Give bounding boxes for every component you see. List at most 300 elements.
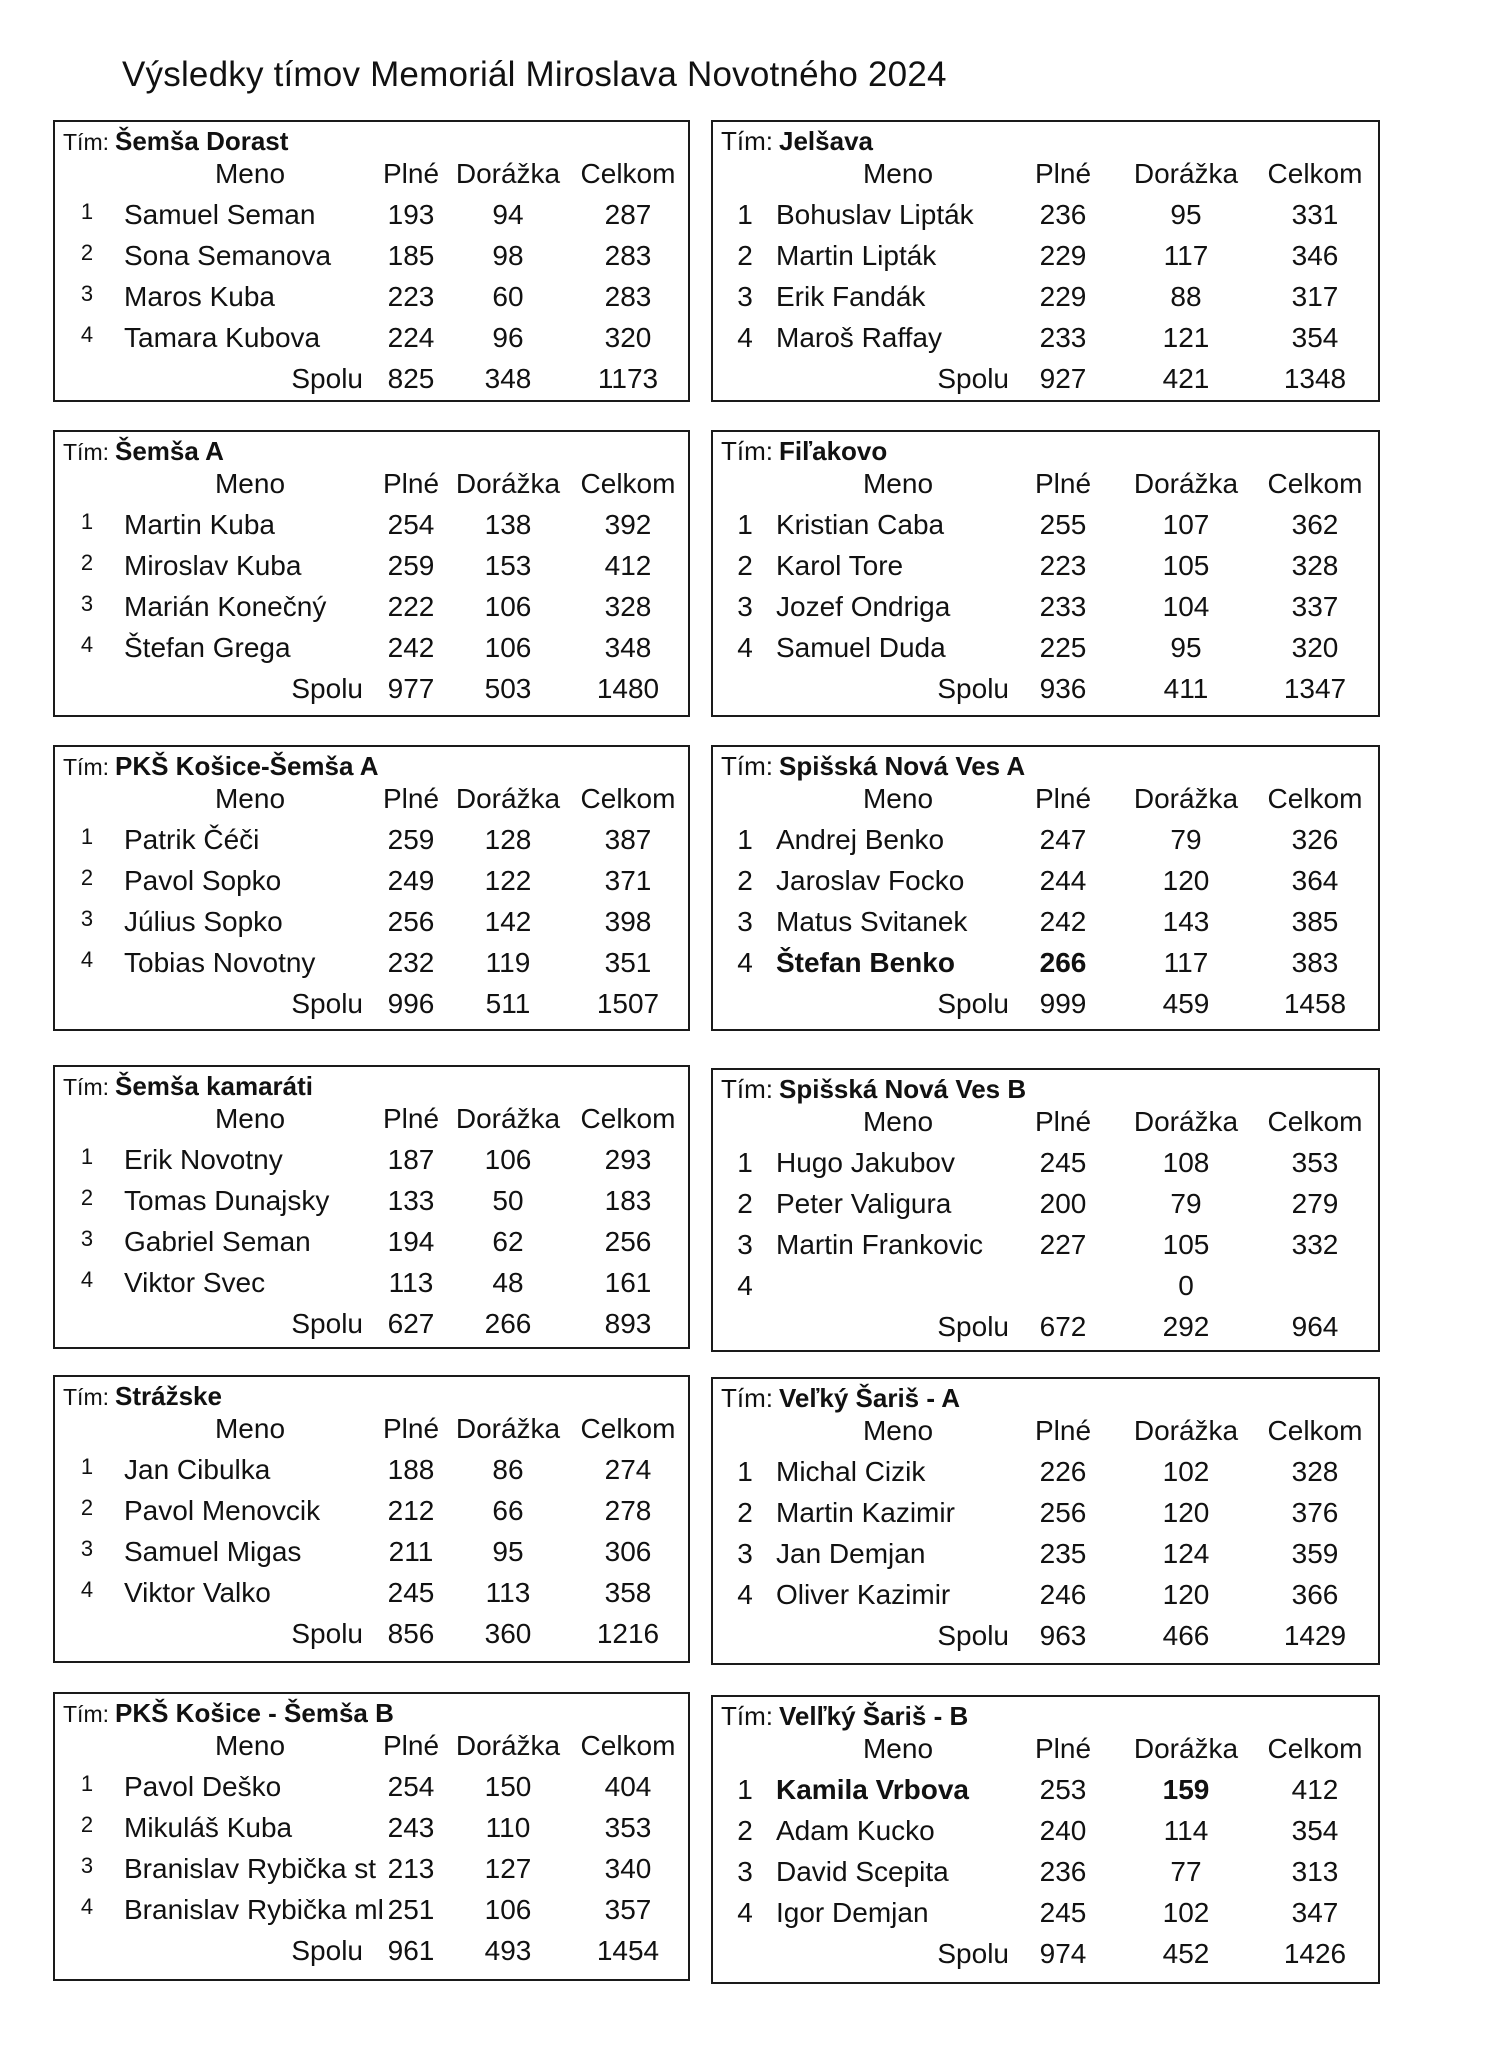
player-celkom: 387 [604, 824, 652, 855]
player-row [713, 1856, 1378, 1896]
total-celkom: 893 [604, 1308, 652, 1339]
team-label: Tím: [721, 1074, 773, 1104]
player-name: Maros Kuba [124, 281, 275, 312]
col-header-meno: Meno [862, 468, 934, 499]
player-name: Gabriel Seman [124, 1226, 311, 1257]
player-dorazka: 124 [1162, 1538, 1210, 1569]
col-header-plne: Plné [382, 1413, 440, 1444]
col-header-plne: Plné [382, 783, 440, 814]
player-celkom: 357 [604, 1894, 652, 1925]
total-plne: 856 [387, 1618, 435, 1649]
team-table [711, 430, 1380, 717]
player-plne: 245 [387, 1577, 435, 1608]
player-dorazka: 107 [1162, 509, 1210, 540]
player-plne: 229 [1039, 281, 1087, 312]
player-dorazka: 0 [1178, 1270, 1194, 1301]
player-row [55, 1495, 688, 1535]
total-label: Spolu [937, 988, 1009, 1019]
player-name: Oliver Kazimir [776, 1579, 951, 1610]
player-plne: 233 [1039, 591, 1087, 622]
col-header-plne: Plné [382, 1103, 440, 1134]
player-number: 2 [737, 240, 753, 271]
player-name: Branislav Rybička st [124, 1853, 377, 1884]
total-dorazka: 266 [484, 1308, 532, 1339]
team-heading [63, 1381, 222, 1412]
col-header-celkom: Celkom [1267, 783, 1363, 814]
col-header-meno: Meno [214, 783, 286, 814]
player-celkom: 358 [604, 1577, 652, 1608]
player-number: 2 [737, 1497, 753, 1528]
player-name: Marián Konečný [124, 591, 327, 622]
total-celkom: 1347 [1283, 673, 1347, 704]
player-plne: 259 [387, 824, 435, 855]
player-dorazka: 106 [484, 1894, 532, 1925]
total-celkom: 1348 [1283, 363, 1347, 394]
col-header-meno: Meno [862, 1106, 934, 1137]
column-header-row [713, 1415, 1378, 1455]
team-table [53, 1065, 690, 1349]
player-celkom: 353 [1291, 1147, 1339, 1178]
player-name: Peter Valigura [776, 1188, 952, 1219]
player-row [713, 1579, 1378, 1619]
col-header-celkom: Celkom [580, 1103, 676, 1134]
col-header-meno: Meno [862, 1415, 934, 1446]
team-table [711, 1068, 1380, 1352]
player-name: Štefan Benko [776, 947, 955, 978]
player-plne: 200 [1039, 1188, 1087, 1219]
team-table [711, 120, 1380, 402]
total-plne: 627 [387, 1308, 435, 1339]
player-plne: 226 [1039, 1456, 1087, 1487]
player-name: Tomas Dunajsky [124, 1185, 330, 1216]
player-plne: 133 [387, 1185, 435, 1216]
player-plne: 188 [387, 1454, 435, 1485]
team-name: Veľký Šariš - A [779, 1383, 961, 1413]
player-celkom: 351 [604, 947, 652, 978]
player-row [713, 1897, 1378, 1937]
team-table [53, 120, 690, 402]
player-row [713, 1497, 1378, 1537]
player-row [713, 199, 1378, 239]
player-name: Matus Svitanek [776, 906, 968, 937]
player-row [713, 281, 1378, 321]
total-dorazka: 452 [1162, 1938, 1210, 1969]
player-dorazka: 94 [492, 199, 524, 230]
player-name: Tamara Kubova [124, 322, 321, 353]
total-label: Spolu [291, 363, 363, 394]
player-number: 3 [737, 1856, 753, 1887]
col-header-dorazka: Dorážka [1133, 1106, 1239, 1137]
col-header-dorazka: Dorážka [1133, 1415, 1239, 1446]
col-header-dorazka: Dorážka [1133, 1733, 1239, 1764]
player-dorazka: 153 [484, 550, 532, 581]
player-number: 1 [737, 824, 753, 855]
player-celkom: 354 [1291, 322, 1339, 353]
total-dorazka: 493 [484, 1935, 532, 1966]
total-dorazka: 511 [485, 988, 531, 1019]
player-number: 3 [737, 591, 753, 622]
player-celkom: 340 [604, 1853, 652, 1884]
player-dorazka: 143 [1162, 906, 1210, 937]
total-label: Spolu [937, 1938, 1009, 1969]
player-row [713, 1456, 1378, 1496]
col-header-celkom: Celkom [580, 1730, 676, 1761]
player-celkom: 256 [604, 1226, 652, 1257]
col-header-plne: Plné [1034, 783, 1092, 814]
player-dorazka: 50 [492, 1185, 524, 1216]
player-celkom: 278 [604, 1495, 652, 1526]
player-celkom: 346 [1291, 240, 1339, 271]
player-plne: 193 [387, 199, 435, 230]
total-row [55, 988, 688, 1028]
col-header-plne: Plné [382, 1730, 440, 1761]
player-dorazka: 120 [1162, 1497, 1210, 1528]
total-row [713, 363, 1378, 403]
player-row [713, 1270, 1378, 1310]
player-plne: 225 [1039, 632, 1087, 663]
total-row [713, 988, 1378, 1028]
player-row [713, 1229, 1378, 1269]
player-celkom: 392 [604, 509, 652, 540]
col-header-celkom: Celkom [580, 158, 676, 189]
player-row [713, 824, 1378, 864]
player-dorazka: 128 [484, 824, 532, 855]
player-plne: 254 [387, 1771, 435, 1802]
player-number: 3 [80, 1853, 94, 1878]
player-celkom: 383 [1291, 947, 1339, 978]
player-row [55, 1853, 688, 1893]
col-header-dorazka: Dorážka [455, 1730, 561, 1761]
player-name: Patrik Čéči [124, 824, 260, 855]
player-dorazka: 119 [485, 947, 531, 978]
player-plne: 243 [387, 1812, 435, 1843]
col-header-celkom: Celkom [1267, 1106, 1363, 1137]
col-header-meno: Meno [214, 1730, 286, 1761]
player-number: 2 [737, 865, 753, 896]
player-number: 4 [737, 322, 753, 353]
total-row [713, 1311, 1378, 1351]
player-dorazka: 117 [1163, 240, 1209, 271]
player-number: 3 [80, 591, 94, 616]
col-header-dorazka: Dorážka [455, 1103, 561, 1134]
player-celkom: 412 [604, 550, 652, 581]
player-row [713, 1774, 1378, 1814]
col-header-plne: Plné [382, 468, 440, 499]
col-header-meno: Meno [862, 158, 934, 189]
team-heading [721, 436, 887, 467]
player-celkom: 412 [1291, 1774, 1339, 1805]
total-plne: 963 [1039, 1620, 1087, 1651]
player-row [55, 1226, 688, 1266]
player-number: 3 [80, 1536, 94, 1561]
player-name: Maroš Raffay [776, 322, 942, 353]
player-celkom: 385 [1291, 906, 1339, 937]
team-label: Tím: [721, 126, 773, 156]
player-number: 1 [80, 1454, 94, 1479]
player-number: 2 [80, 1495, 94, 1520]
player-row [55, 509, 688, 549]
player-number: 4 [737, 1579, 753, 1610]
player-name: Erik Fandák [776, 281, 926, 312]
total-row [713, 673, 1378, 713]
total-row [713, 1938, 1378, 1978]
team-table [53, 1375, 690, 1663]
player-name: Andrej Benko [776, 824, 945, 855]
player-dorazka: 121 [1162, 322, 1210, 353]
player-plne: 249 [387, 865, 435, 896]
player-celkom: 283 [604, 281, 652, 312]
player-number: 2 [737, 1188, 753, 1219]
player-dorazka: 95 [492, 1536, 524, 1567]
total-label: Spolu [937, 1620, 1009, 1651]
col-header-celkom: Celkom [580, 783, 676, 814]
team-label: Tím: [721, 436, 773, 466]
player-row [713, 1188, 1378, 1228]
player-dorazka: 104 [1162, 591, 1210, 622]
total-dorazka: 348 [484, 363, 532, 394]
player-dorazka: 127 [484, 1853, 532, 1884]
player-number: 3 [80, 281, 94, 306]
total-label: Spolu [291, 1935, 363, 1966]
player-plne: 185 [387, 240, 435, 271]
player-plne: 246 [1039, 1579, 1087, 1610]
player-number: 1 [737, 1147, 753, 1178]
total-celkom: 1454 [596, 1935, 660, 1966]
player-number: 4 [737, 947, 753, 978]
total-dorazka: 421 [1162, 363, 1210, 394]
player-name: Tobias Novotny [124, 947, 316, 978]
player-celkom: 306 [604, 1536, 652, 1567]
total-row [55, 673, 688, 713]
player-celkom: 404 [604, 1771, 652, 1802]
col-header-meno: Meno [214, 1103, 286, 1134]
team-heading [721, 126, 873, 157]
total-celkom: 1507 [596, 988, 660, 1019]
player-celkom: 313 [1291, 1856, 1339, 1887]
player-celkom: 293 [604, 1144, 652, 1175]
player-plne: 213 [387, 1853, 435, 1884]
player-row [55, 1144, 688, 1184]
player-number: 1 [80, 509, 94, 534]
player-name: Viktor Svec [124, 1267, 266, 1298]
player-dorazka: 113 [485, 1577, 531, 1608]
player-celkom: 320 [604, 322, 652, 353]
team-name: Fiľakovo [779, 436, 888, 466]
column-header-row [55, 1413, 688, 1453]
team-table [711, 745, 1380, 1031]
player-dorazka: 138 [484, 509, 532, 540]
total-dorazka: 466 [1162, 1620, 1210, 1651]
player-name: Samuel Migas [124, 1536, 302, 1567]
player-number: 4 [80, 947, 94, 972]
player-name: Martin Kazimir [776, 1497, 955, 1528]
total-dorazka: 411 [1163, 673, 1209, 704]
col-header-celkom: Celkom [1267, 158, 1363, 189]
column-header-row [55, 158, 688, 198]
player-number: 4 [737, 632, 753, 663]
player-celkom: 332 [1291, 1229, 1339, 1260]
player-dorazka: 77 [1170, 1856, 1202, 1887]
total-celkom: 1429 [1283, 1620, 1347, 1651]
total-celkom: 964 [1291, 1311, 1339, 1342]
player-row [713, 591, 1378, 631]
player-number: 2 [80, 1812, 94, 1837]
player-dorazka: 106 [484, 1144, 532, 1175]
player-name: Miroslav Kuba [124, 550, 302, 581]
player-celkom: 362 [1291, 509, 1339, 540]
player-row [713, 509, 1378, 549]
player-row [713, 240, 1378, 280]
player-celkom: 398 [604, 906, 652, 937]
player-number: 2 [80, 550, 94, 575]
player-number: 3 [737, 281, 753, 312]
player-row [55, 1577, 688, 1617]
team-label: Tím: [721, 751, 773, 781]
total-celkom: 1480 [596, 673, 660, 704]
player-celkom: 328 [1291, 550, 1339, 581]
player-name: Karol Tore [776, 550, 904, 581]
player-name: Hugo Jakubov [776, 1147, 956, 1178]
col-header-meno: Meno [214, 1413, 286, 1444]
player-dorazka: 66 [492, 1495, 524, 1526]
player-name: Pavol Sopko [124, 865, 282, 896]
total-celkom: 1173 [597, 363, 659, 394]
player-dorazka: 95 [1170, 632, 1202, 663]
col-header-celkom: Celkom [1267, 468, 1363, 499]
col-header-celkom: Celkom [1267, 1415, 1363, 1446]
player-dorazka: 86 [492, 1454, 524, 1485]
player-name: Branislav Rybička ml [124, 1894, 384, 1925]
player-plne: 236 [1039, 1856, 1087, 1887]
team-heading [63, 1698, 394, 1729]
player-dorazka: 88 [1170, 281, 1202, 312]
player-plne: 233 [1039, 322, 1087, 353]
total-label: Spolu [291, 673, 363, 704]
player-row [713, 632, 1378, 672]
player-number: 1 [737, 1774, 753, 1805]
player-name: Jaroslav Focko [776, 865, 965, 896]
player-row [55, 1812, 688, 1852]
player-name: Jan Demjan [776, 1538, 926, 1569]
col-header-celkom: Celkom [580, 468, 676, 499]
player-name: Sona Semanova [124, 240, 332, 271]
player-celkom: 317 [1291, 281, 1339, 312]
column-header-row [713, 1733, 1378, 1773]
player-number: 3 [737, 906, 753, 937]
player-celkom: 287 [604, 199, 652, 230]
player-name: Mikuláš Kuba [124, 1812, 293, 1843]
player-celkom: 376 [1291, 1497, 1339, 1528]
team-heading [63, 436, 224, 467]
player-row [55, 1267, 688, 1307]
player-name: Samuel Seman [124, 199, 316, 230]
total-dorazka: 292 [1162, 1311, 1210, 1342]
team-heading [63, 1071, 313, 1102]
total-label: Spolu [291, 1308, 363, 1339]
team-label: Tím: [63, 1384, 109, 1410]
col-header-dorazka: Dorážka [1133, 158, 1239, 189]
team-name: PKŠ Košice - Šemša B [115, 1698, 394, 1728]
player-number: 1 [737, 199, 753, 230]
player-number: 4 [80, 632, 94, 657]
player-plne: 227 [1039, 1229, 1087, 1260]
col-header-plne: Plné [1034, 158, 1092, 189]
player-dorazka: 120 [1162, 865, 1210, 896]
team-name: PKŠ Košice-Šemša A [115, 751, 379, 781]
player-dorazka: 105 [1162, 1229, 1210, 1260]
total-plne: 825 [387, 363, 435, 394]
player-plne: 245 [1039, 1147, 1087, 1178]
team-label: Tím: [63, 439, 109, 465]
total-plne: 927 [1039, 363, 1087, 394]
player-plne: 224 [387, 322, 435, 353]
col-header-meno: Meno [862, 783, 934, 814]
player-number: 1 [737, 509, 753, 540]
team-label: Tím: [63, 1074, 109, 1100]
total-label: Spolu [937, 673, 1009, 704]
player-dorazka: 117 [1163, 947, 1209, 978]
player-name: Jan Cibulka [124, 1454, 271, 1485]
col-header-plne: Plné [1034, 1415, 1092, 1446]
player-celkom: 283 [604, 240, 652, 271]
col-header-meno: Meno [862, 1733, 934, 1764]
player-number: 3 [737, 1538, 753, 1569]
player-row [713, 550, 1378, 590]
total-plne: 974 [1039, 1938, 1087, 1969]
player-dorazka: 79 [1170, 1188, 1202, 1219]
player-celkom: 353 [604, 1812, 652, 1843]
team-heading [63, 751, 378, 782]
col-header-dorazka: Dorážka [455, 468, 561, 499]
player-row [55, 1536, 688, 1576]
player-row [713, 947, 1378, 987]
team-heading [721, 1074, 1026, 1105]
total-label: Spolu [291, 1618, 363, 1649]
col-header-celkom: Celkom [1267, 1733, 1363, 1764]
player-dorazka: 110 [485, 1812, 531, 1843]
player-name: David Scepita [776, 1856, 949, 1887]
player-number: 2 [80, 1185, 94, 1210]
team-heading [721, 751, 1025, 782]
player-celkom: 364 [1291, 865, 1339, 896]
player-name: Martin Frankovic [776, 1229, 983, 1260]
player-plne: 244 [1039, 865, 1087, 896]
col-header-meno: Meno [214, 158, 286, 189]
player-celkom: 354 [1291, 1815, 1339, 1846]
player-row [55, 824, 688, 864]
player-number: 2 [80, 865, 94, 890]
total-dorazka: 503 [484, 673, 532, 704]
player-name: Pavol Menovcik [124, 1495, 321, 1526]
player-name: Bohuslav Lipták [776, 199, 974, 230]
player-dorazka: 106 [484, 632, 532, 663]
player-row [55, 199, 688, 239]
total-celkom: 1216 [596, 1618, 660, 1649]
player-celkom: 274 [604, 1454, 652, 1485]
total-label: Spolu [937, 1311, 1009, 1342]
player-plne: 256 [1039, 1497, 1087, 1528]
player-row [55, 632, 688, 672]
team-heading [721, 1701, 968, 1732]
player-name: Pavol Deško [124, 1771, 282, 1802]
player-plne: 211 [388, 1536, 434, 1567]
player-row [55, 281, 688, 321]
col-header-dorazka: Dorážka [1133, 468, 1239, 499]
player-row [55, 240, 688, 280]
col-header-dorazka: Dorážka [1133, 783, 1239, 814]
team-name: Šemša kamaráti [115, 1071, 314, 1101]
player-name: Martin Lipták [776, 240, 937, 271]
